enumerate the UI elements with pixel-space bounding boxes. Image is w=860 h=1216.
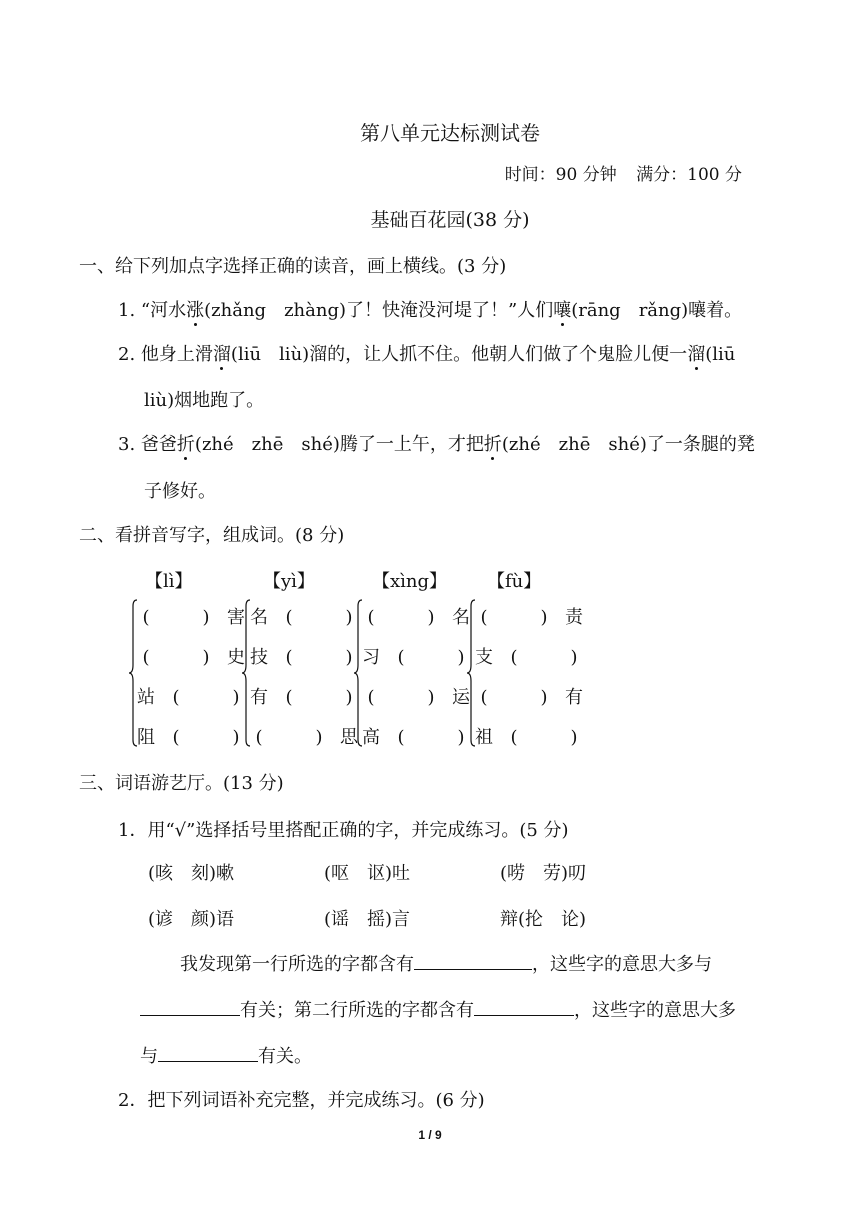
word-char: ( xyxy=(397,727,405,748)
text: ，这些字的意思大多 xyxy=(574,1000,736,1021)
word-char: ( xyxy=(285,647,293,668)
word-char: ) xyxy=(202,607,210,628)
page-title: 第八单元达标测试卷 xyxy=(360,121,540,145)
word-char: ( xyxy=(397,647,405,668)
word-row xyxy=(138,683,248,713)
word-char: ) xyxy=(540,687,548,708)
text: 与 xyxy=(140,1046,158,1067)
word-char: 思 xyxy=(340,727,358,748)
text: (liū liù)溜的，让人抓不住。他朝人们做了个鬼脸儿便一 xyxy=(230,344,688,365)
s1-question-2 xyxy=(118,340,735,366)
word-char: ) xyxy=(232,727,240,748)
word-char: ) xyxy=(427,607,435,628)
word-char: ) xyxy=(345,687,353,708)
answer-blank[interactable] xyxy=(158,1043,258,1062)
word-char: ( xyxy=(172,727,180,748)
text: 有关。 xyxy=(258,1046,312,1067)
word-char: ) xyxy=(232,687,240,708)
word-char: ) xyxy=(457,647,465,668)
word-char: 有 xyxy=(565,687,583,708)
word-char: ( xyxy=(142,647,150,668)
text: (rāng rǎng)嚷着。 xyxy=(571,300,743,321)
word-row xyxy=(138,723,248,753)
word-char: ( xyxy=(285,687,293,708)
word-char: ( xyxy=(367,607,375,628)
dotted-char: 涨 xyxy=(186,296,204,322)
word-row xyxy=(363,603,473,633)
word-row xyxy=(138,643,248,673)
word-char: 运 xyxy=(452,687,470,708)
word-char: 责 xyxy=(565,607,583,628)
word-row xyxy=(476,603,586,633)
word-char: ( xyxy=(285,607,293,628)
word-char: 站 xyxy=(137,687,155,708)
question-number: 1. xyxy=(118,300,136,321)
section-2-heading: 二、看拼音写字，组成词。(8 分) xyxy=(79,525,345,546)
text: ，这些字的意思大多与 xyxy=(532,954,712,975)
word-char: ( xyxy=(142,607,150,628)
word-row xyxy=(251,603,361,633)
word-row xyxy=(363,683,473,713)
word-char: ( xyxy=(255,727,263,748)
dotted-char: 嚷 xyxy=(553,296,571,322)
fill-paragraph-line-2 xyxy=(140,996,736,1022)
word-row xyxy=(476,683,586,713)
s3-question-2-title: 2．把下列词语补充完整，并完成练习。(6 分) xyxy=(118,1090,485,1111)
text: 有关；第二行所选的字都含有 xyxy=(240,1000,474,1021)
text: (liū xyxy=(705,344,736,365)
s1-question-3-line2: 子修好。 xyxy=(144,481,216,502)
word-char: 害 xyxy=(227,607,245,628)
pinyin-label: 【fù】 xyxy=(487,571,542,592)
word-char: 习 xyxy=(362,647,380,668)
word-char: 祖 xyxy=(475,727,493,748)
dotted-char: 溜 xyxy=(687,340,705,366)
answer-blank[interactable] xyxy=(474,997,574,1016)
choice-item: (谣 摇)言 xyxy=(324,909,411,930)
word-char: ) xyxy=(570,647,578,668)
word-char: ) xyxy=(570,727,578,748)
word-row xyxy=(138,603,248,633)
word-row xyxy=(476,643,586,673)
s1-question-3 xyxy=(118,430,755,456)
text: (zhé zhē shé)腾了一上午，才把 xyxy=(194,434,484,455)
answer-blank[interactable] xyxy=(414,951,532,970)
word-char: ( xyxy=(510,647,518,668)
word-char: 史 xyxy=(227,647,245,668)
exam-meta xyxy=(491,160,742,185)
fill-paragraph-line-1 xyxy=(180,950,712,976)
word-row xyxy=(476,723,586,753)
word-char: ) xyxy=(202,647,210,668)
choice-item: (呕 讴)吐 xyxy=(324,863,411,884)
choice-item: (咳 刻)嗽 xyxy=(148,863,235,884)
word-char: 阻 xyxy=(137,727,155,748)
text: (zhǎng zhàng)了！快淹没河堤了！”人们 xyxy=(204,300,554,321)
word-char: ) xyxy=(427,687,435,708)
word-group xyxy=(353,598,470,748)
word-char: 高 xyxy=(362,727,380,748)
time-limit: 时间：90 分钟 xyxy=(504,165,617,185)
text: 我发现第一行所选的字都含有 xyxy=(180,954,414,975)
choice-item: (唠 劳)叨 xyxy=(500,863,587,884)
dotted-char: 溜 xyxy=(213,340,231,366)
section-3-heading: 三、词语游艺厅。(13 分) xyxy=(79,773,284,794)
pinyin-label: 【xìng】 xyxy=(372,571,448,592)
s1-question-1 xyxy=(118,296,742,322)
word-char: 技 xyxy=(250,647,268,668)
word-row xyxy=(251,683,361,713)
text: (zhé zhē shé)了一条腿的凳 xyxy=(501,434,755,455)
pinyin-label: 【lì】 xyxy=(145,571,193,592)
word-char: 名 xyxy=(250,607,268,628)
dotted-char: 折 xyxy=(177,430,195,456)
word-group xyxy=(466,598,583,748)
word-char: ( xyxy=(480,687,488,708)
word-char: ( xyxy=(510,727,518,748)
pinyin-label: 【yì】 xyxy=(263,571,315,592)
text: 他身上滑 xyxy=(140,344,213,365)
word-row xyxy=(251,643,361,673)
answer-blank[interactable] xyxy=(140,997,240,1016)
page-number: 1 / 9 xyxy=(418,1128,442,1142)
choice-item: (谚 颜)语 xyxy=(148,909,235,930)
choice-item: 辩(抡 论) xyxy=(500,909,587,930)
text: 爸爸 xyxy=(140,434,177,455)
s3-question-1-title: 1．用“√”选择括号里搭配正确的字，并完成练习。(5 分) xyxy=(118,820,569,841)
dotted-char: 折 xyxy=(484,430,502,456)
word-char: ( xyxy=(480,607,488,628)
word-char: ) xyxy=(345,647,353,668)
word-row xyxy=(363,723,473,753)
word-group xyxy=(241,598,358,748)
word-char: ) xyxy=(315,727,323,748)
s1-question-2-line2: liù)烟地跑了。 xyxy=(144,390,265,411)
question-number: 3. xyxy=(118,434,136,455)
full-score: 满分：100 分 xyxy=(636,165,742,185)
word-char: ( xyxy=(172,687,180,708)
word-row xyxy=(251,723,361,753)
word-char: ) xyxy=(457,727,465,748)
section-1-heading: 一、给下列加点字选择正确的读音，画上横线。(3 分) xyxy=(79,256,507,277)
text: “河水 xyxy=(140,300,187,321)
word-char: 有 xyxy=(250,687,268,708)
word-char: 支 xyxy=(475,647,493,668)
word-row xyxy=(363,643,473,673)
word-char: ) xyxy=(540,607,548,628)
word-char: ) xyxy=(345,607,353,628)
word-char: 名 xyxy=(452,607,470,628)
word-group xyxy=(128,598,245,748)
fill-paragraph-line-3 xyxy=(140,1042,312,1068)
section-subtitle: 基础百花园(38 分) xyxy=(370,209,530,231)
word-char: ( xyxy=(367,687,375,708)
question-number: 2. xyxy=(118,344,136,365)
